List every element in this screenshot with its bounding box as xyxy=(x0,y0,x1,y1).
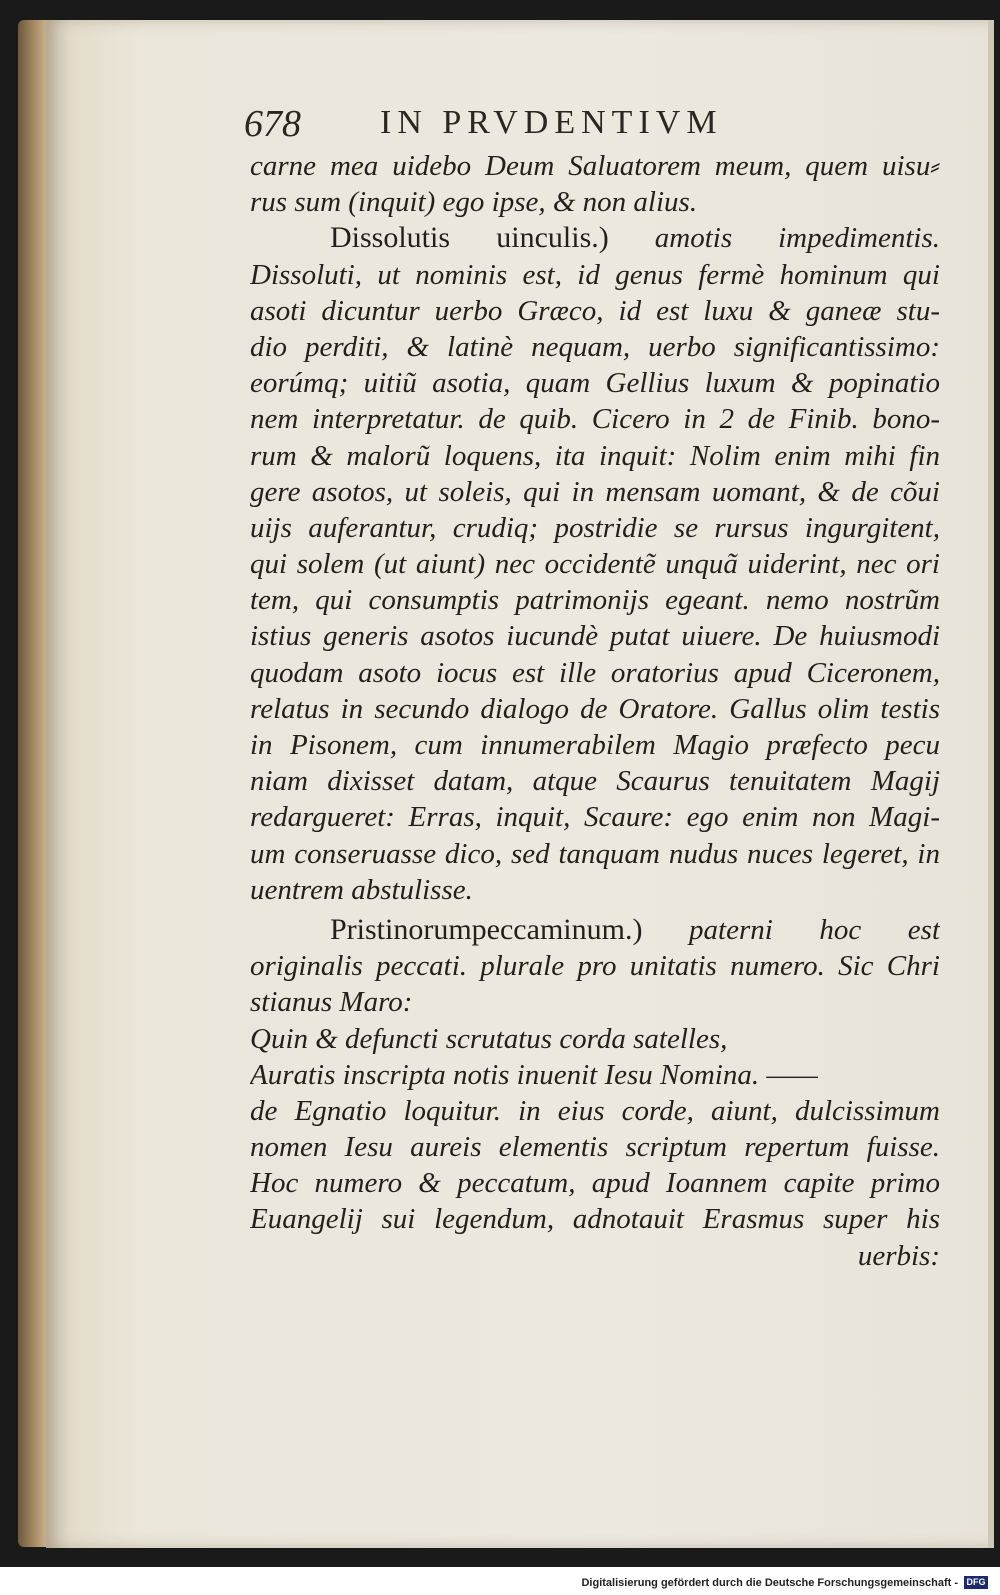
line-text: quodam asoto iocus est ille oratorius apud Ciceronem, xyxy=(250,656,940,689)
text-line xyxy=(250,582,940,618)
text-line xyxy=(250,912,940,948)
line-text: amotis impedimentis. xyxy=(654,222,940,255)
text-line xyxy=(250,329,940,365)
text-line xyxy=(250,1165,940,1201)
text-line xyxy=(250,655,940,691)
text-line xyxy=(250,546,940,582)
text-line xyxy=(250,1021,940,1057)
line-text: nem interpretatur. de quib. Cicero in 2 de Finib. bono- xyxy=(250,403,940,436)
text-line xyxy=(250,438,940,474)
line-text: in Pisonem, cum innumerabilem Magio præfecto pecu xyxy=(250,729,940,761)
line-text: stianus Maro: xyxy=(250,986,413,1019)
text-line xyxy=(250,1238,940,1274)
text-line xyxy=(250,1057,940,1093)
line-text: rum & malorũ loquens, ita inquit: Nolim enim mihi fin xyxy=(250,439,940,472)
page-header xyxy=(244,102,844,150)
running-title: IN PRVDENTIVM xyxy=(380,104,723,141)
text-line xyxy=(250,148,940,184)
text-line xyxy=(250,948,940,984)
line-text: uerbis: xyxy=(857,1239,940,1272)
line-text: gere asotos, ut soleis, qui in mensam uomant, & de cõui xyxy=(250,475,940,508)
lemma: Pristinorumpeccaminum.) xyxy=(330,912,643,946)
line-text: carne mea uidebo Deum Saluatorem meum, quem uisu⸗ xyxy=(250,150,940,182)
dfg-logo: DFG xyxy=(964,1576,988,1589)
line-text: um conseruasse dico, sed tanquam nudus nuces legeret, in xyxy=(250,837,940,870)
line-text: tem, qui consumptis patrimonijs egeant. nemo nostrũm xyxy=(250,584,940,617)
line-text: Euangelij sui legendum, adnotauit Erasmus super his xyxy=(250,1203,940,1236)
line-text: istius generis asotos iucundè putat uiuere. De huiusmodi xyxy=(250,620,940,653)
footer-credit: Digitalisierung gefördert durch die Deutsche Forschungsgemeinschaft - xyxy=(581,1577,958,1589)
line-text: nomen Iesu aureis elementis scriptum repertum fuisse. xyxy=(250,1131,940,1164)
text-line xyxy=(250,799,940,835)
text-line xyxy=(250,618,940,654)
line-text: uijs auferantur, crudiq; postridie se rursus ingurgitent, xyxy=(250,511,940,544)
text-line xyxy=(250,257,940,293)
text-line xyxy=(250,474,940,510)
text-line xyxy=(250,1093,940,1129)
text-line xyxy=(250,220,940,256)
text-line xyxy=(250,727,940,763)
line-text: redargueret: Erras, inquit, Scaure: ego enim non Magi- xyxy=(250,801,940,834)
text-line xyxy=(250,984,940,1020)
line-text: eorúmq; uitiũ asotia, quam Gellius luxum & popinatio xyxy=(250,367,940,400)
page-number: 678 xyxy=(244,103,301,145)
body-text xyxy=(250,148,940,1274)
line-text: Dissoluti, ut nominis est, id genus fermè hominum qui xyxy=(250,258,940,291)
line-text: Hoc numero & peccatum, apud Ioannem capite primo xyxy=(250,1167,940,1200)
line-text: relatus in secundo dialogo de Oratore. Gallus olim testis xyxy=(250,692,940,725)
line-text: de Egnatio loquitur. in eius corde, aiunt, dulcissimum xyxy=(250,1094,940,1127)
text-line xyxy=(250,293,940,329)
text-line xyxy=(250,401,940,437)
text-line xyxy=(250,691,940,727)
text-line xyxy=(250,836,940,872)
text-line xyxy=(250,872,940,908)
line-text: Auratis inscripta notis inuenit Iesu Nomina. —— xyxy=(250,1058,818,1091)
text-line xyxy=(250,365,940,401)
line-text: niam dixisset datam, atque Scaurus tenuitatem Magij xyxy=(250,765,940,798)
text-line xyxy=(250,1129,940,1165)
text-line xyxy=(250,184,940,220)
text-line xyxy=(250,763,940,799)
line-text: qui solem (ut aiunt) nec occidentẽ unquã uiderint, nec ori xyxy=(250,548,940,581)
page-edge xyxy=(988,20,994,1548)
line-text: rus sum (inquit) ego ipse, & non alius. xyxy=(250,186,698,219)
text-line xyxy=(250,1201,940,1237)
line-text: dio perditi, & latinè nequam, uerbo significantissimo: xyxy=(250,330,940,363)
line-text: uentrem abstulisse. xyxy=(250,873,473,906)
line-text: Quin & defuncti scrutatus corda satelles, xyxy=(250,1022,728,1055)
line-text: paterni hoc est xyxy=(689,913,940,946)
lemma: Dissolutis uinculis.) xyxy=(330,221,609,255)
text-line xyxy=(250,510,940,546)
line-text: asoti dicuntur uerbo Græco, id est luxu & ganeæ stu- xyxy=(250,294,940,327)
line-text: originalis peccati. plurale pro unitatis numero. Sic Chri xyxy=(250,950,940,983)
